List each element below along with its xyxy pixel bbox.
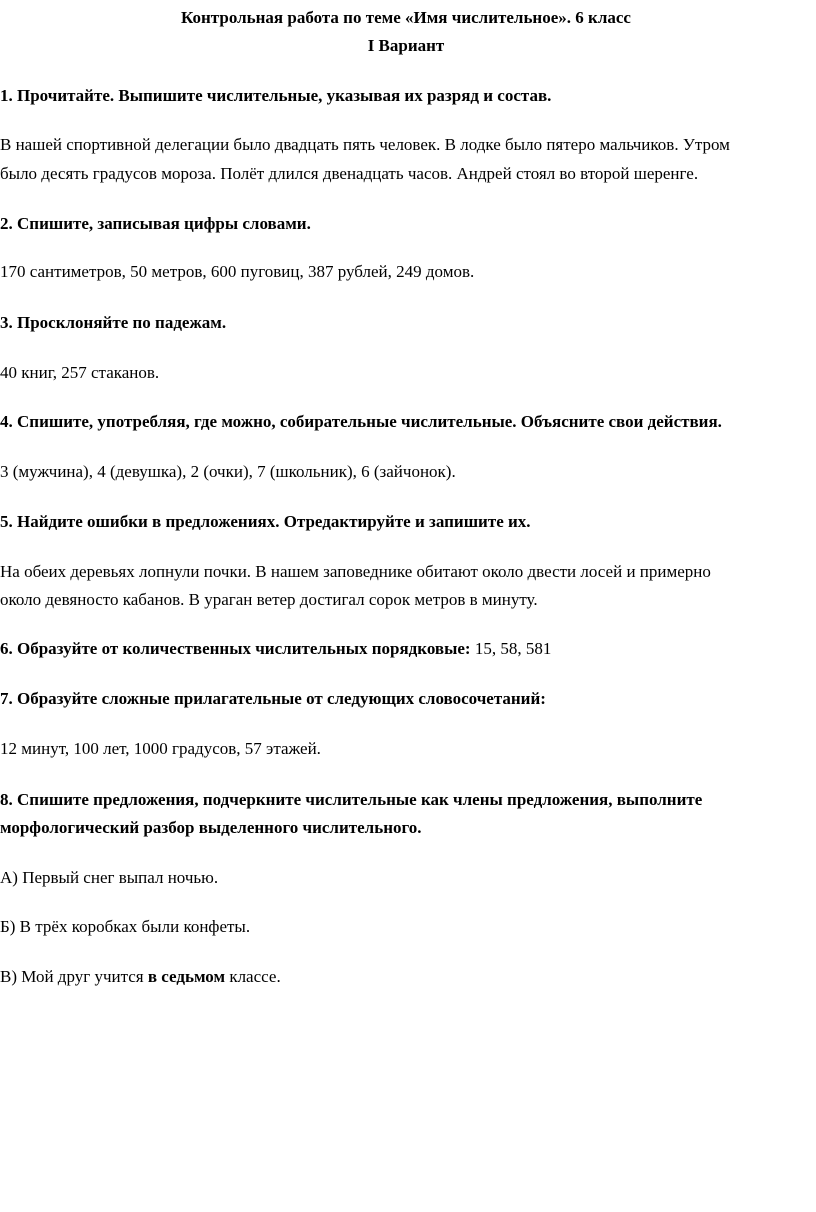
- document-title: Контрольная работа по теме «Имя числительное». 6 класс: [181, 8, 631, 27]
- task-6-numbers: 15, 58, 581: [470, 639, 552, 658]
- task-5-text-line-1: На обеих деревьях лопнули почки. В нашем заповеднике обитают около двести лосей и примерно: [0, 562, 711, 581]
- task-8-sentence-c-end: классе.: [225, 967, 281, 986]
- task-6-heading: 6. Образуйте от количественных числительных порядковые:: [0, 639, 471, 658]
- task-7-text: 12 минут, 100 лет, 1000 градусов, 57 этажей.: [0, 739, 321, 758]
- task-2-heading: 2. Спишите, записывая цифры словами.: [0, 214, 311, 233]
- task-5-heading: 5. Найдите ошибки в предложениях. Отредактируйте и запишите их.: [0, 512, 531, 531]
- task-7-heading: 7. Образуйте сложные прилагательные от следующих словосочетаний:: [0, 689, 546, 708]
- task-8-heading-line-2: морфологический разбор выделенного числительного.: [0, 818, 422, 837]
- task-8-sentence-a: А) Первый снег выпал ночью.: [0, 868, 219, 887]
- task-1-heading: 1. Прочитайте. Выпишите числительные, указывая их разряд и состав.: [0, 86, 552, 105]
- task-3-heading: 3. Просклоняйте по падежам.: [0, 313, 227, 332]
- task-4-text: 3 (мужчина), 4 (девушка), 2 (очки), 7 (школьник), 6 (зайчонок).: [0, 462, 456, 481]
- task-8-sentence-c-start: В) Мой друг учится: [0, 967, 148, 986]
- task-3-text: 40 книг, 257 стаканов.: [0, 363, 160, 382]
- task-8-heading-line-1: 8. Спишите предложения, подчеркните числительные как члены предложения, выполните: [0, 790, 703, 809]
- task-1-text-line-1: В нашей спортивной делегации было двадцать пять человек. В лодке было пятеро мальчиков. Утром: [0, 135, 730, 154]
- task-4-heading: 4. Спишите, употребляя, где можно, собирательные числительные. Объясните свои действия.: [0, 412, 722, 431]
- task-1-text-line-2: было десять градусов мороза. Полёт длился двенадцать часов. Андрей стоял во второй шеренге.: [0, 164, 699, 183]
- variant-label: I Вариант: [367, 36, 445, 55]
- task-8-highlighted-numeral: в седьмом: [147, 967, 226, 986]
- task-2-text: 170 сантиметров, 50 метров, 600 пуговиц, 387 рублей, 249 домов.: [0, 262, 475, 281]
- task-8-sentence-c: [0, 963, 812, 991]
- task-6-line: [0, 635, 812, 663]
- task-5-text-line-2: около девяносто кабанов. В ураган ветер достигал сорок метров в минуту.: [0, 590, 538, 609]
- task-8-sentence-b: Б) В трёх коробках были конфеты.: [0, 917, 251, 936]
